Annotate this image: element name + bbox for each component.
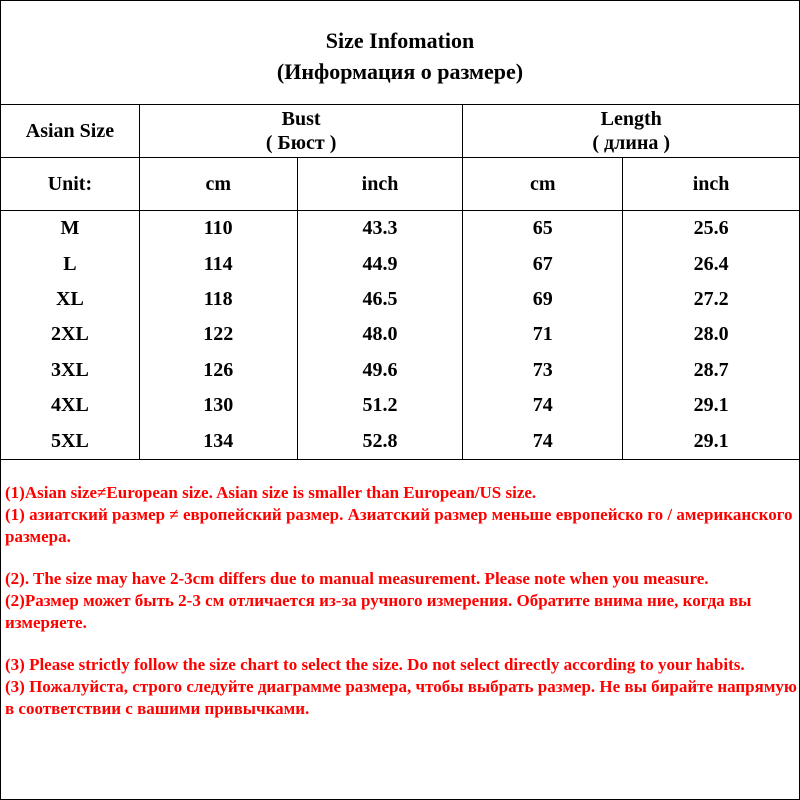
asian-size-header: Asian Size bbox=[1, 104, 140, 158]
note-2-russian: (2)Размер может быть 2-3 см отличается из-за ручного измерения. Обратите внима ние, когда вы измеряете. bbox=[5, 591, 752, 632]
table-row bbox=[1, 282, 800, 317]
note-1-russian: (1) азиатский размер ≠ европейский размер. Азиатский размер меньше европейско го / американского размера. bbox=[5, 505, 793, 546]
bust-inch-cell: 49.6 bbox=[297, 353, 463, 388]
bust-inch-cell: 52.8 bbox=[297, 423, 463, 459]
length-inch-cell: 28.7 bbox=[623, 353, 800, 388]
bust-inch-cell: 44.9 bbox=[297, 246, 463, 281]
table-row bbox=[1, 353, 800, 388]
bust-label-russian: ( Бюст ) bbox=[265, 131, 337, 154]
size-chart-table bbox=[0, 104, 800, 460]
unit-row bbox=[1, 158, 800, 211]
bust-cm-cell: 130 bbox=[139, 388, 297, 423]
bust-label: Bust bbox=[281, 107, 321, 130]
table-header-row bbox=[1, 104, 800, 158]
length-inch-cell: 28.0 bbox=[623, 317, 800, 352]
bust-cm-cell: 122 bbox=[139, 317, 297, 352]
length-cm-cell: 71 bbox=[463, 317, 623, 352]
length-cm-cell: 67 bbox=[463, 246, 623, 281]
table-row bbox=[1, 317, 800, 352]
length-inch-cell: 25.6 bbox=[623, 211, 800, 247]
length-inch-unit: inch bbox=[623, 158, 800, 211]
page-title-russian: (Информация о размере) bbox=[276, 59, 524, 84]
note-3-russian: (3) Пожалуйста, строго следуйте диаграмме размера, чтобы выбрать размер. Не вы бирайте напрямую в соответствии с вашими привычками. bbox=[5, 677, 797, 718]
length-inch-cell: 29.1 bbox=[623, 388, 800, 423]
table-row bbox=[1, 211, 800, 247]
length-cm-cell: 73 bbox=[463, 353, 623, 388]
size-cell: 5XL bbox=[1, 423, 140, 459]
length-cm-unit: cm bbox=[463, 158, 623, 211]
notes-section bbox=[5, 482, 797, 720]
length-label-russian: ( длина ) bbox=[592, 131, 671, 154]
length-label: Length bbox=[600, 107, 662, 130]
title-box bbox=[1, 1, 799, 105]
note-1-english: (1)Asian size≠European size. Asian size is smaller than European/US size. bbox=[5, 483, 537, 502]
bust-header bbox=[139, 104, 463, 158]
bust-cm-unit: cm bbox=[139, 158, 297, 211]
bust-cm-cell: 114 bbox=[139, 246, 297, 281]
unit-label: Unit: bbox=[1, 158, 140, 211]
page-title: Size Infomation bbox=[325, 28, 475, 53]
bust-inch-unit: inch bbox=[297, 158, 463, 211]
bust-cm-cell: 134 bbox=[139, 423, 297, 459]
table-row bbox=[1, 246, 800, 281]
size-cell: XL bbox=[1, 282, 140, 317]
bust-inch-cell: 48.0 bbox=[297, 317, 463, 352]
size-cell: 2XL bbox=[1, 317, 140, 352]
bust-cm-cell: 118 bbox=[139, 282, 297, 317]
size-cell: L bbox=[1, 246, 140, 281]
size-cell: 3XL bbox=[1, 353, 140, 388]
bust-inch-cell: 46.5 bbox=[297, 282, 463, 317]
length-inch-cell: 26.4 bbox=[623, 246, 800, 281]
table-row bbox=[1, 423, 800, 459]
length-inch-cell: 29.1 bbox=[623, 423, 800, 459]
size-cell: M bbox=[1, 211, 140, 247]
bust-cm-cell: 126 bbox=[139, 353, 297, 388]
note-spacer bbox=[5, 548, 797, 568]
length-cm-cell: 65 bbox=[463, 211, 623, 247]
note-spacer bbox=[5, 634, 797, 654]
length-cm-cell: 74 bbox=[463, 388, 623, 423]
table-row bbox=[1, 388, 800, 423]
length-cm-cell: 69 bbox=[463, 282, 623, 317]
length-inch-cell: 27.2 bbox=[623, 282, 800, 317]
bust-inch-cell: 43.3 bbox=[297, 211, 463, 247]
length-header bbox=[463, 104, 800, 158]
size-cell: 4XL bbox=[1, 388, 140, 423]
bust-inch-cell: 51.2 bbox=[297, 388, 463, 423]
note-2-english: (2). The size may have 2-3cm differs due to manual measurement. Please note when you measure. bbox=[5, 569, 709, 588]
bust-cm-cell: 110 bbox=[139, 211, 297, 247]
length-cm-cell: 74 bbox=[463, 423, 623, 459]
note-3-english: (3) Please strictly follow the size chart to select the size. Do not select directly according to your habits. bbox=[5, 655, 745, 674]
